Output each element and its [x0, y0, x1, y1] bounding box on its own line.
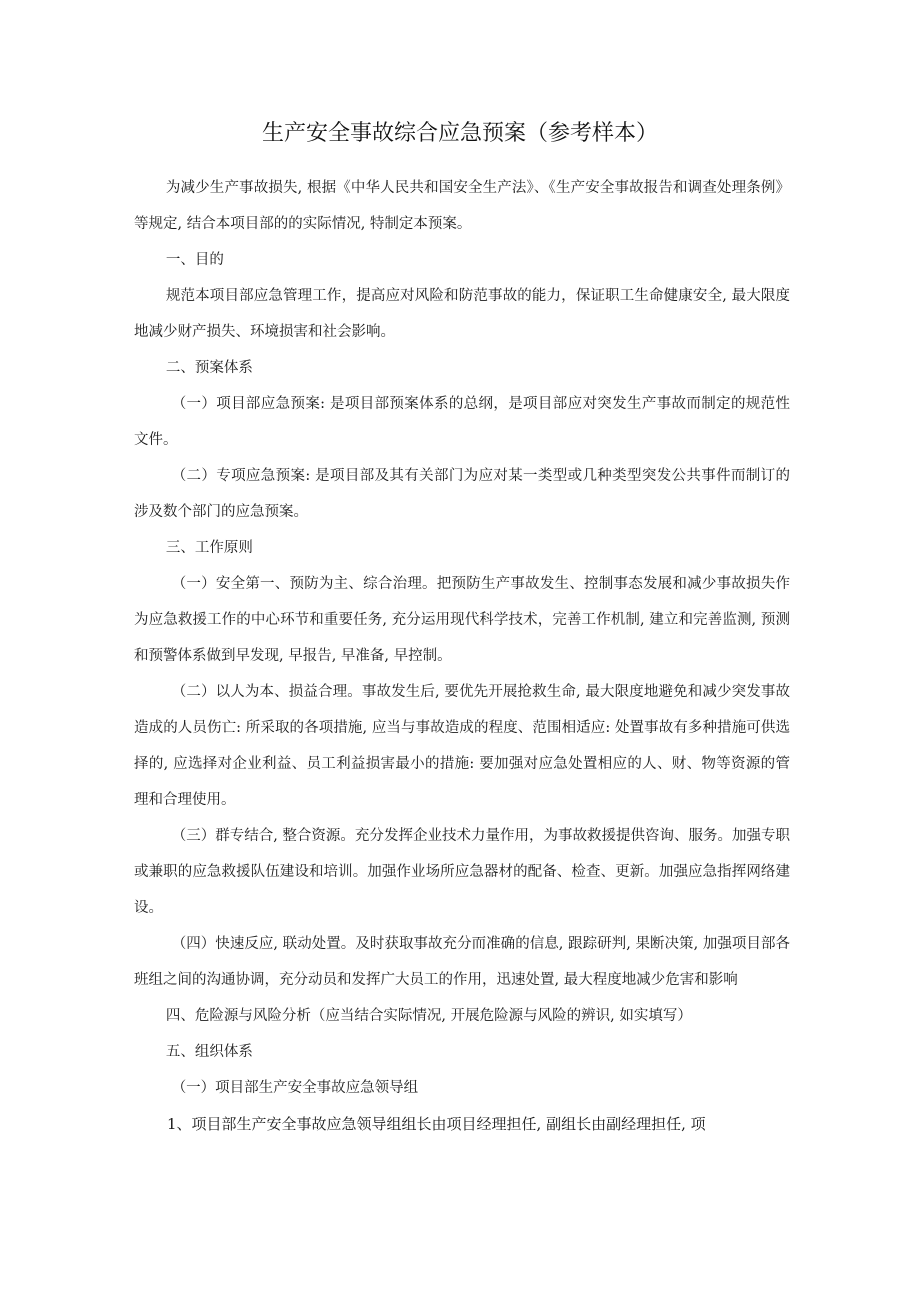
document-title: 生产安全事故综合应急预案（参考样本） — [261, 121, 658, 146]
section-heading-plan-system: 二、预案体系 — [165, 360, 253, 376]
principle-item-1: （一）安全第一、预防为主、综合治理。把预防生产事故发生、控制事态发展和减少事故损失作为应急救援工作的中心环节和重要任务, 充分运用现代科学技术，完善工作机制, 建立和完善监测, 预测和预警体系做到早发现, 早报告, 早准备, 早控制。 — [134, 576, 790, 664]
organization-item-1: （一）项目部生产安全事故应急领导组 — [171, 1080, 419, 1096]
organization-numbered-item-1: 1、项目部生产安全事故应急领导组组长由项目经理担任, 副组长由副经理担任, 项 — [167, 1115, 706, 1133]
principle-item-3: （三）群专结合, 整合资源。充分发挥企业技术力量作用，为事故救援提供咨询、服务。加强专职或兼职的应急救援队伍建设和培训。加强作业场所应急器材的配备、检查、更新。加强应急指挥网络建设。 — [134, 828, 790, 916]
document-body — [134, 170, 790, 1142]
intro-paragraph: 为减少生产事故损失, 根据《中华人民共和国安全生产法》、《生产安全事故报告和调查处理条例》等规定, 结合本项目部的的实际情况, 特制定本预案。 — [134, 180, 790, 232]
plan-system-item-1: （一）项目部应急预案: 是项目部预案体系的总纲，是项目部应对突发生产事故而制定的规范性文件。 — [134, 396, 790, 448]
section-heading-organization: 五、组织体系 — [165, 1044, 253, 1060]
section-heading-hazard-analysis: 四、危险源与风险分析（应当结合实际情况, 开展危险源与风险的辨识, 如实填写） — [165, 1008, 692, 1024]
principle-item-4: （四）快速反应, 联动处置。及时获取事故充分而准确的信息, 跟踪研判, 果断决策, 加强项目部各班组之间的沟通协调，充分动员和发挥广大员工的作用，迅速处置, 最大程度地减少危害和影响 — [134, 936, 790, 988]
plan-system-item-2: （二）专项应急预案: 是项目部及其有关部门为应对某一类型或几种类型突发公共事件而制订的涉及数个部门的应急预案。 — [134, 468, 790, 520]
section-heading-principles: 三、工作原则 — [165, 540, 253, 556]
principle-item-2: （二）以人为本、损益合理。事故发生后, 要优先开展抢救生命, 最大限度地避免和减少突发事故造成的人员伤亡: 所采取的各项措施, 应当与事故造成的程度、范围相适应: 处置事故有多种措施可供选择的, 应选择对企业利益、员工利益损害最小的措施: 要加强对应急处置相应的人、财、物等资源的管理和合理使用。 — [134, 684, 790, 808]
purpose-paragraph: 规范本项目部应急管理工作，提高应对风险和防范事故的能力，保证职工生命健康安全, 最大限度地减少财产损失、环境损害和社会影响。 — [134, 288, 790, 340]
section-heading-purpose: 一、目的 — [165, 252, 224, 268]
